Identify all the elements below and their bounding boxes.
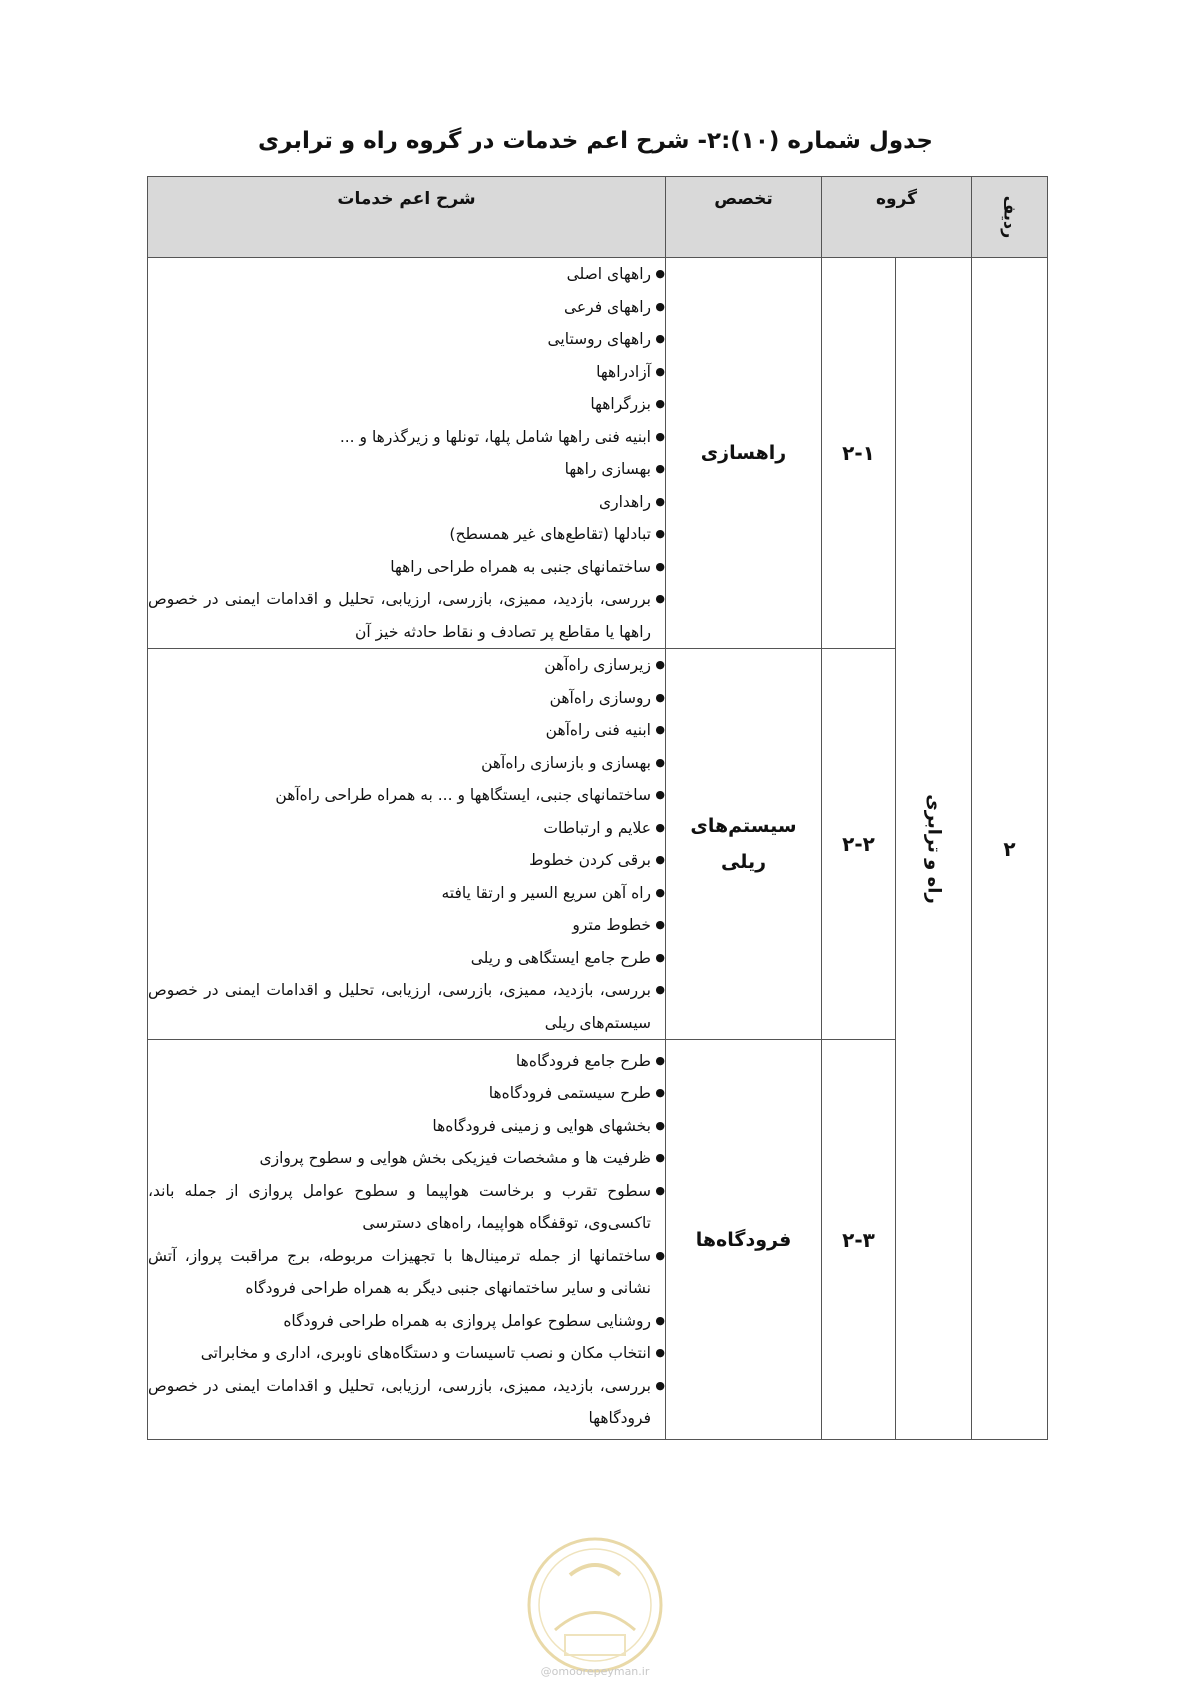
watermark-logo (525, 1535, 665, 1675)
list-item: ● سطوح تقرب و برخاست هواپیما و سطوح عوامل پروازی از جمله باند، تاکسی‌وی، توقفگاه هواپیما، راه‌های دسترسی (148, 1175, 665, 1240)
header-group: گروه (822, 177, 972, 258)
subgroup-code: ۲-۲ (822, 649, 896, 1040)
services-cell (148, 258, 666, 649)
specialty-cell: سیستم‌های ریلی (666, 649, 822, 1040)
list-item: ● ابنیه فنی راهها شامل پلها، تونلها و زیرگذرها و ... (148, 421, 665, 454)
header-specialty: تخصص (666, 177, 822, 258)
header-services: شرح اعم خدمات (148, 177, 666, 258)
header-radif: ردیف (972, 177, 1048, 258)
list-item: ● بررسی، بازدید، ممیزی، بازرسی، ارزیابی، تحلیل و اقدامات ایمنی در خصوص راهها یا مقاطع پر تصادف و نقاط حادثه خیز آن (148, 583, 665, 648)
list-item: ● ظرفیت ها و مشخصات فیزیکی بخش هوایی و سطوح پروازی (148, 1142, 665, 1175)
service-list (148, 649, 665, 1039)
specialty-cell: فرودگاه‌ها (666, 1040, 822, 1440)
page-title: جدول شماره (۱۰):۲- شرح اعم خدمات در گروه راه و ترابری (257, 128, 934, 154)
list-item: ● طرح جامع فرودگاه‌ها (148, 1045, 665, 1078)
list-item: ● روسازی راه‌آهن (148, 682, 665, 715)
table-row (148, 258, 1048, 649)
list-item: ● روشنایی سطوح عوامل پروازی به همراه طراحی فرودگاه (148, 1305, 665, 1338)
list-item: ● ساختمانهای جنبی به همراه طراحی راهها (148, 551, 665, 584)
list-item: ● ساختمانهای جنبی، ایستگاهها و ... به همراه طراحی راه‌آهن (148, 779, 665, 812)
specialty-cell: راهسازی (666, 258, 822, 649)
list-item: ● علایم و ارتباطات (148, 812, 665, 845)
list-item: ● طرح سیستمی فرودگاه‌ها (148, 1077, 665, 1110)
list-item: ● برقی کردن خطوط (148, 844, 665, 877)
list-item: ● بررسی، بازدید، ممیزی، بازرسی، ارزیابی، تحلیل و اقدامات ایمنی در خصوص فرودگاهها (148, 1370, 665, 1435)
list-item: ● راه آهن سریع السیر و ارتقا یافته (148, 877, 665, 910)
list-item: ● زیرسازی راه‌آهن (148, 649, 665, 682)
list-item: ● بهسازی و بازسازی راه‌آهن (148, 747, 665, 780)
list-item: ● بزرگراهها (148, 388, 665, 421)
list-item: ● تبادلها (تقاطع‌های غیر همسطح) (148, 518, 665, 551)
service-list (148, 1045, 665, 1435)
table-header-row (148, 177, 1048, 258)
list-item: ● آزادراهها (148, 356, 665, 389)
list-item: ● راههای اصلی (148, 258, 665, 291)
radif-cell: ۲ (972, 258, 1048, 1440)
watermark-site: @omoorepeyman.ir (540, 1665, 650, 1678)
group-name-cell: راه و ترابری (896, 258, 972, 1440)
list-item: ● خطوط مترو (148, 909, 665, 942)
services-cell (148, 649, 666, 1040)
list-item: ● راههای روستایی (148, 323, 665, 356)
list-item: ● بهسازی راهها (148, 453, 665, 486)
list-item: ● بررسی، بازدید، ممیزی، بازرسی، ارزیابی، تحلیل و اقدامات ایمنی در خصوص سیستم‌های ریلی (148, 974, 665, 1039)
list-item: ● راهداری (148, 486, 665, 519)
subgroup-code: ۲-۱ (822, 258, 896, 649)
list-item: ● انتخاب مکان و نصب تاسیسات و دستگاه‌های ناوبری، اداری و مخابراتی (148, 1337, 665, 1370)
services-cell (148, 1040, 666, 1440)
service-list (148, 258, 665, 648)
list-item: ● بخشهای هوایی و زمینی فرودگاه‌ها (148, 1110, 665, 1143)
services-table (147, 176, 1048, 1440)
list-item: ● ساختمانها از جمله ترمینال‌ها با تجهیزات مربوطه، برج مراقبت پرواز، آتش نشانی و سایر ساختمانهای جنبی دیگر به همراه طراحی فرودگاه (148, 1240, 665, 1305)
list-item: ● طرح جامع ایستگاهی و ریلی (148, 942, 665, 975)
list-item: ● ابنیه فنی راه‌آهن (148, 714, 665, 747)
subgroup-code: ۲-۳ (822, 1040, 896, 1440)
list-item: ● راههای فرعی (148, 291, 665, 324)
